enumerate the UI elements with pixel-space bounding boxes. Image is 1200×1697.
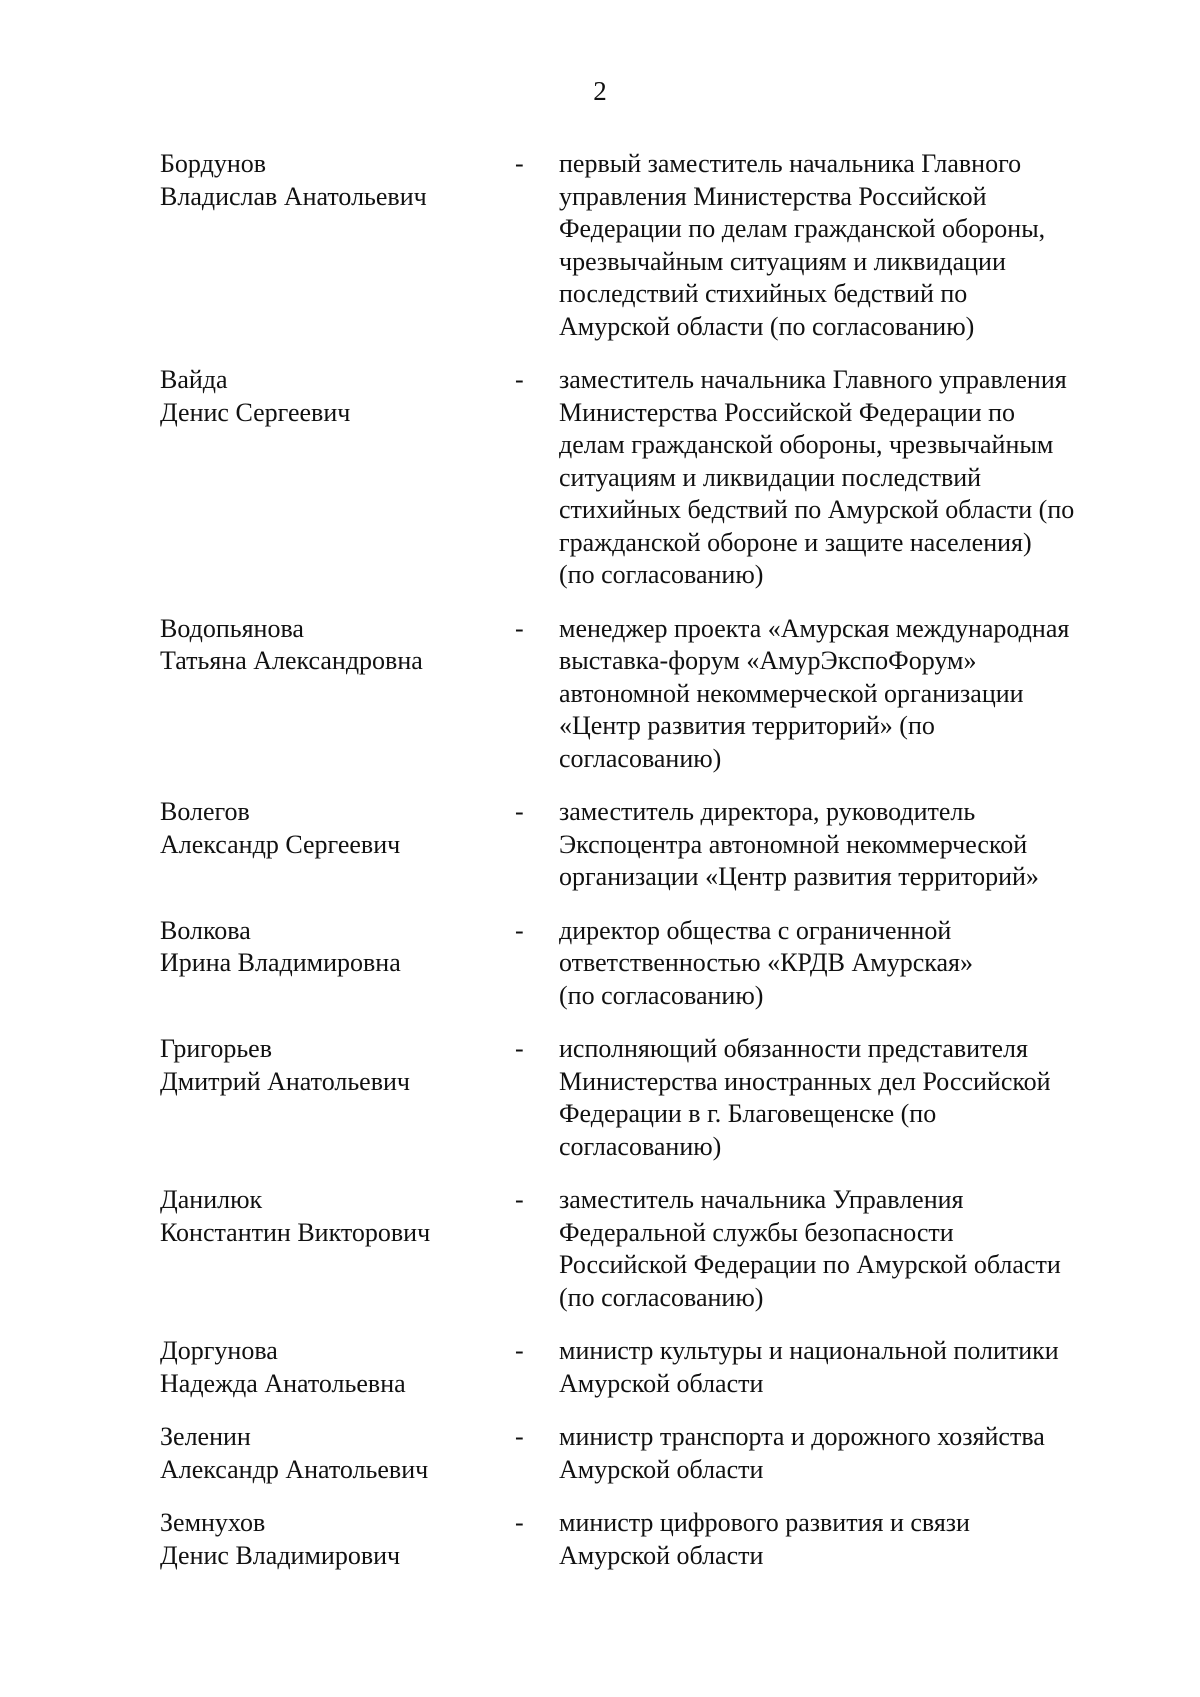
role-line: ситуациям и ликвидации последствий xyxy=(559,462,982,492)
role-line: Федерации по делам гражданской обороны, xyxy=(559,214,1046,243)
member-role xyxy=(559,148,1149,343)
member-surname: Доргунова xyxy=(160,1336,278,1365)
separator-dash: - xyxy=(515,915,524,945)
member-name xyxy=(0,1421,515,1486)
separator-dash: - xyxy=(515,613,524,643)
member-list xyxy=(0,148,1200,1572)
member-given-name: Надежда Анатольевна xyxy=(160,1368,406,1398)
member-name xyxy=(0,1184,515,1249)
list-item xyxy=(0,1507,1200,1572)
role-line: согласованию) xyxy=(559,743,722,773)
role-line: первый заместитель начальника Главного xyxy=(559,149,1022,178)
separator-dash: - xyxy=(515,1336,524,1365)
member-surname: Вайда xyxy=(160,365,228,394)
role-line: управления Министерства Российской xyxy=(559,181,987,211)
separator-dash: - xyxy=(515,365,524,394)
list-item xyxy=(0,796,1200,894)
member-surname: Бордунов xyxy=(160,149,267,178)
role-line: заместитель начальника Управления xyxy=(559,1185,964,1214)
member-surname: Григорьев xyxy=(160,1034,272,1063)
role-line: делам гражданской обороны, чрезвычайным xyxy=(559,430,1054,459)
separator-dash: - xyxy=(515,1508,524,1537)
role-line: ответственностью «КРДВ Амурская» xyxy=(559,948,974,977)
role-line: Амурской области xyxy=(559,1540,764,1570)
member-name xyxy=(0,796,515,861)
role-line: согласованию) xyxy=(559,1131,722,1161)
list-item xyxy=(0,364,1200,592)
role-line: министр транспорта и дорожного хозяйства xyxy=(559,1422,1045,1451)
member-surname: Зеленин xyxy=(160,1422,251,1451)
member-given-name: Татьяна Александровна xyxy=(160,646,423,675)
separator-dash: - xyxy=(515,1422,524,1451)
member-role xyxy=(559,1421,1149,1486)
list-item xyxy=(0,1033,1200,1163)
member-surname: Волегов xyxy=(160,797,250,826)
list-item xyxy=(0,915,1200,1013)
member-given-name: Александр Сергеевич xyxy=(160,829,401,859)
member-name xyxy=(0,915,515,980)
page-number: 2 xyxy=(593,76,607,106)
member-role xyxy=(559,1184,1149,1314)
role-line: выставка-форум «АмурЭкспоФорум» xyxy=(559,646,977,675)
member-given-name: Денис Сергеевич xyxy=(160,397,351,427)
member-role xyxy=(559,915,1149,1013)
role-line: заместитель начальника Главного управления xyxy=(559,365,1067,394)
member-role xyxy=(559,796,1149,894)
list-item xyxy=(0,1421,1200,1486)
role-line: стихийных бедствий по Амурской области (по xyxy=(559,495,1075,524)
member-role xyxy=(559,364,1149,592)
role-line: министр культуры и национальной политики xyxy=(559,1336,1059,1365)
role-line: Федеральной службы безопасности xyxy=(559,1217,954,1247)
member-surname: Водопьянова xyxy=(160,613,304,643)
member-name xyxy=(0,148,515,213)
role-line: организации «Центр развития территорий» xyxy=(559,862,1039,891)
role-line: Министерства Российской Федерации по xyxy=(559,397,1016,427)
role-line: Экспоцентра автономной некоммерческой xyxy=(559,829,1028,859)
role-line: последствий стихийных бедствий по xyxy=(559,279,968,308)
member-given-name: Владислав Анатольевич xyxy=(160,181,427,211)
role-line: Министерства иностранных дел Российской xyxy=(559,1066,1051,1096)
separator-dash: - xyxy=(515,797,524,826)
separator-dash: - xyxy=(515,149,524,178)
member-role xyxy=(559,1033,1149,1163)
separator-dash: - xyxy=(515,1185,524,1214)
list-item xyxy=(0,1335,1200,1400)
role-line: менеджер проекта «Амурская международная xyxy=(559,613,1070,643)
role-line: исполняющий обязанности представителя xyxy=(559,1034,1028,1063)
role-line: гражданской обороне и защите населения) xyxy=(559,527,1032,557)
list-item xyxy=(0,148,1200,343)
member-surname: Волкова xyxy=(160,915,251,945)
member-given-name: Денис Владимирович xyxy=(160,1540,401,1570)
member-name xyxy=(0,1033,515,1098)
member-role xyxy=(559,1335,1149,1400)
member-name xyxy=(0,613,515,678)
role-line: Амурской области (по согласованию) xyxy=(559,311,975,341)
role-line: Амурской области xyxy=(559,1368,764,1398)
member-surname: Земнухов xyxy=(160,1508,266,1537)
role-line: чрезвычайным ситуациям и ликвидации xyxy=(559,246,1006,276)
role-line: директор общества с ограниченной xyxy=(559,915,952,945)
role-line: (по согласованию) xyxy=(559,560,764,589)
role-line: Федерации в г. Благовещенске (по xyxy=(559,1099,937,1128)
role-line: «Центр развития территорий» (по xyxy=(559,711,935,740)
role-line: (по согласованию) xyxy=(559,980,764,1010)
member-role xyxy=(559,613,1149,776)
separator-dash: - xyxy=(515,1034,524,1063)
role-line: Российской Федерации по Амурской области xyxy=(559,1250,1061,1279)
role-line: Амурской области xyxy=(559,1454,764,1484)
member-given-name: Александр Анатольевич xyxy=(160,1454,429,1484)
member-given-name: Константин Викторович xyxy=(160,1217,431,1247)
role-line: автономной некоммерческой организации xyxy=(559,678,1024,708)
member-role xyxy=(559,1507,1149,1572)
role-line: министр цифрового развития и связи xyxy=(559,1508,970,1537)
role-line: (по согласованию) xyxy=(559,1282,764,1312)
member-given-name: Ирина Владимировна xyxy=(160,948,401,977)
list-item xyxy=(0,613,1200,776)
member-name xyxy=(0,1507,515,1572)
member-name xyxy=(0,364,515,429)
member-surname: Данилюк xyxy=(160,1185,263,1214)
member-given-name: Дмитрий Анатольевич xyxy=(160,1066,410,1096)
member-name xyxy=(0,1335,515,1400)
role-line: заместитель директора, руководитель xyxy=(559,797,976,826)
list-item xyxy=(0,1184,1200,1314)
